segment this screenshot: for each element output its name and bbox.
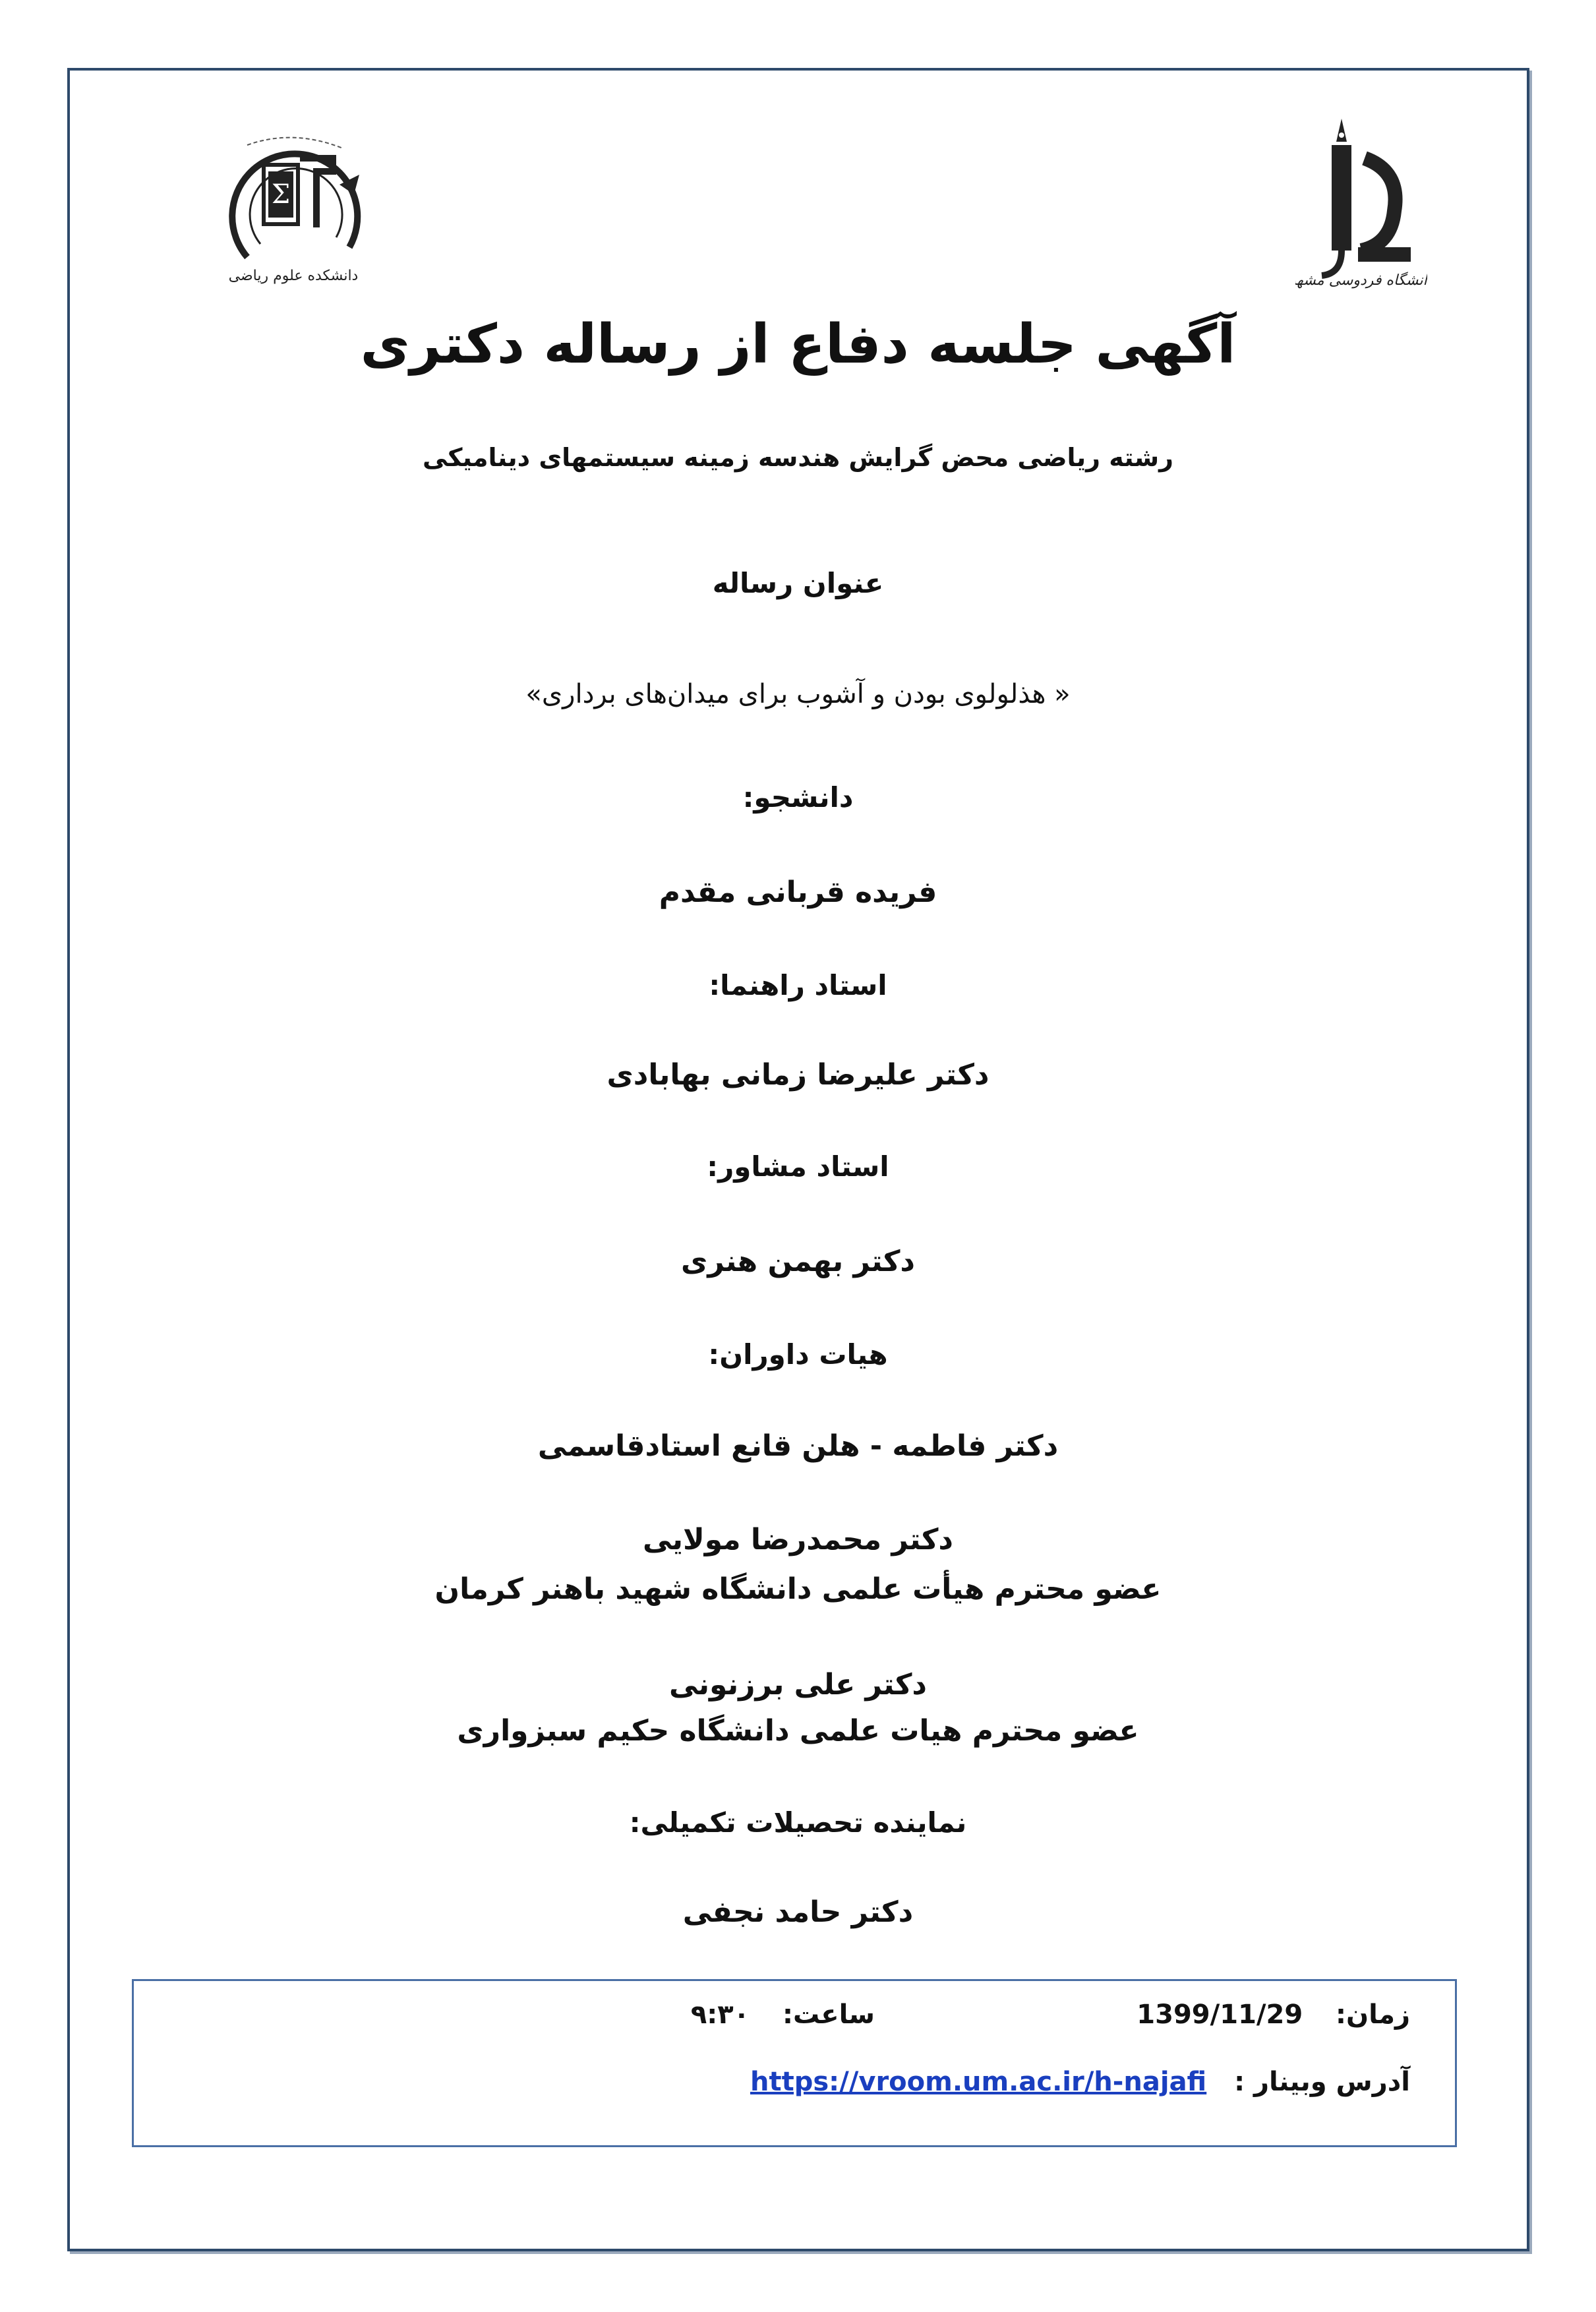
webinar-link[interactable]: https://vroom.um.ac.ir/h-najafi (750, 2067, 1207, 2097)
supervisor-name: دکتر علیرضا زمانی بهابادی (606, 1058, 990, 1092)
referee-affiliation: عضو محترم هیات علمی دانشگاه حکیم سبزواری (457, 1714, 1139, 1748)
faculty-seal-icon (208, 119, 379, 290)
referee-name: دکتر فاطمه - هلن قانع استادقاسمی (537, 1429, 1059, 1463)
referee-name: دکتر محمدرضا مولایی (642, 1523, 953, 1556)
thesis-label: عنوان رساله (712, 567, 884, 599)
student-label: دانشجو: (742, 781, 854, 814)
webinar-label: آدرس وبینار : (1234, 2067, 1410, 2097)
date-label: زمان: (1336, 2000, 1410, 2030)
student-name: فریده قربانی مقدم (659, 875, 937, 909)
page-title: آگهی جلسه دفاع از رساله دکتری (360, 313, 1236, 376)
faculty-logo (208, 119, 379, 290)
webinar-line (750, 2067, 1410, 2097)
faculty-logo-caption: دانشکده علوم ریاضی (228, 268, 359, 284)
advisor-name: دکتر بهمن هنری (681, 1245, 915, 1278)
advisor-label: استاد مشاور: (707, 1150, 889, 1183)
session-info-box (132, 1979, 1457, 2147)
representative-name: دکتر حامد نجفی (682, 1895, 914, 1929)
university-logo (1295, 112, 1427, 290)
university-seal-icon (1295, 112, 1427, 290)
referee-affiliation: عضو محترم هیأت علمی دانشگاه شهید باهنر کرمان (434, 1572, 1162, 1606)
time-line (691, 2000, 875, 2030)
thesis-title: « هذلولوی بودن و آشوب برای میدان‌های برداری» (525, 679, 1071, 709)
field-subtitle: رشته ریاضی محض گرایش هندسه زمینه سیستمهای دینامیکی (422, 443, 1174, 472)
svg-text:Σ: Σ (271, 179, 291, 210)
date-line (1137, 2000, 1410, 2030)
referee-name: دکتر علی برزنونی (668, 1668, 928, 1702)
supervisor-label: استاد راهنما: (709, 969, 887, 1001)
date-value: 1399/11/29 (1137, 2000, 1303, 2030)
referees-label: هیات داوران: (708, 1338, 888, 1371)
time-value: ۹:۳۰ (690, 2000, 750, 2030)
representative-label: نماینده تحصیلات تکمیلی: (629, 1806, 967, 1839)
university-logo-caption: دانشگاه فردوسی مشهد (1295, 272, 1427, 289)
time-label: ساعت: (782, 2000, 875, 2030)
